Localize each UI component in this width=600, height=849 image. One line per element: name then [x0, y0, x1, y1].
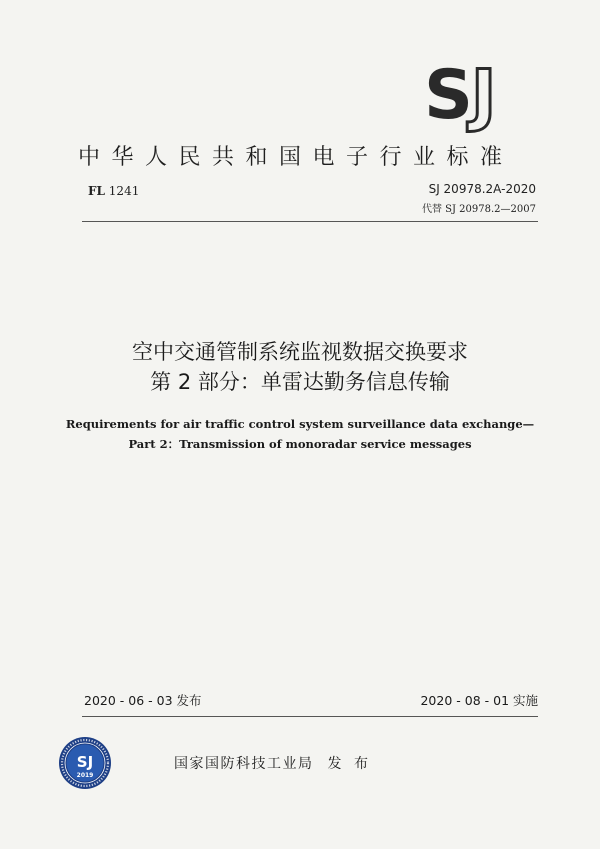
- title-en-line1: Requirements for air traffic control system surveillance data exchange—: [65, 417, 535, 431]
- classification-code: [88, 184, 139, 198]
- title-zh-line1: 空中交通管制系统监视数据交换要求: [132, 340, 468, 364]
- logo-letter-s: S: [424, 56, 471, 135]
- issuer-name: 国家国防科技工业局: [174, 756, 314, 772]
- title-en-line2: Part 2：Transmission of monoradar service messages: [128, 437, 472, 451]
- standard-type-heading: 中华人民共和国电子行业标准: [78, 145, 514, 170]
- issuer-action: 发 布: [327, 756, 372, 772]
- effective-date: 2020 - 08 - 01 实施: [420, 693, 538, 708]
- issue-date: 2020 - 06 - 03 发布: [84, 693, 202, 708]
- replaces-standard: 代替 SJ 20978.2—2007: [421, 204, 536, 215]
- standard-number: SJ 20978.2A-2020: [428, 182, 536, 196]
- classification-prefix: FL: [88, 184, 105, 198]
- top-divider: [82, 221, 538, 222]
- logo-letter-j: J: [470, 56, 495, 135]
- sj-standards-seal-icon: [58, 736, 112, 790]
- bottom-divider: [82, 716, 538, 717]
- sj-logo: [424, 56, 495, 135]
- issuing-authority: [174, 753, 372, 773]
- seal-year: 2019: [76, 772, 94, 779]
- seal-letters: SJ: [76, 753, 94, 771]
- title-zh-line2: 第 2 部分：单雷达勤务信息传输: [150, 370, 450, 394]
- classification-number: 1241: [108, 184, 140, 198]
